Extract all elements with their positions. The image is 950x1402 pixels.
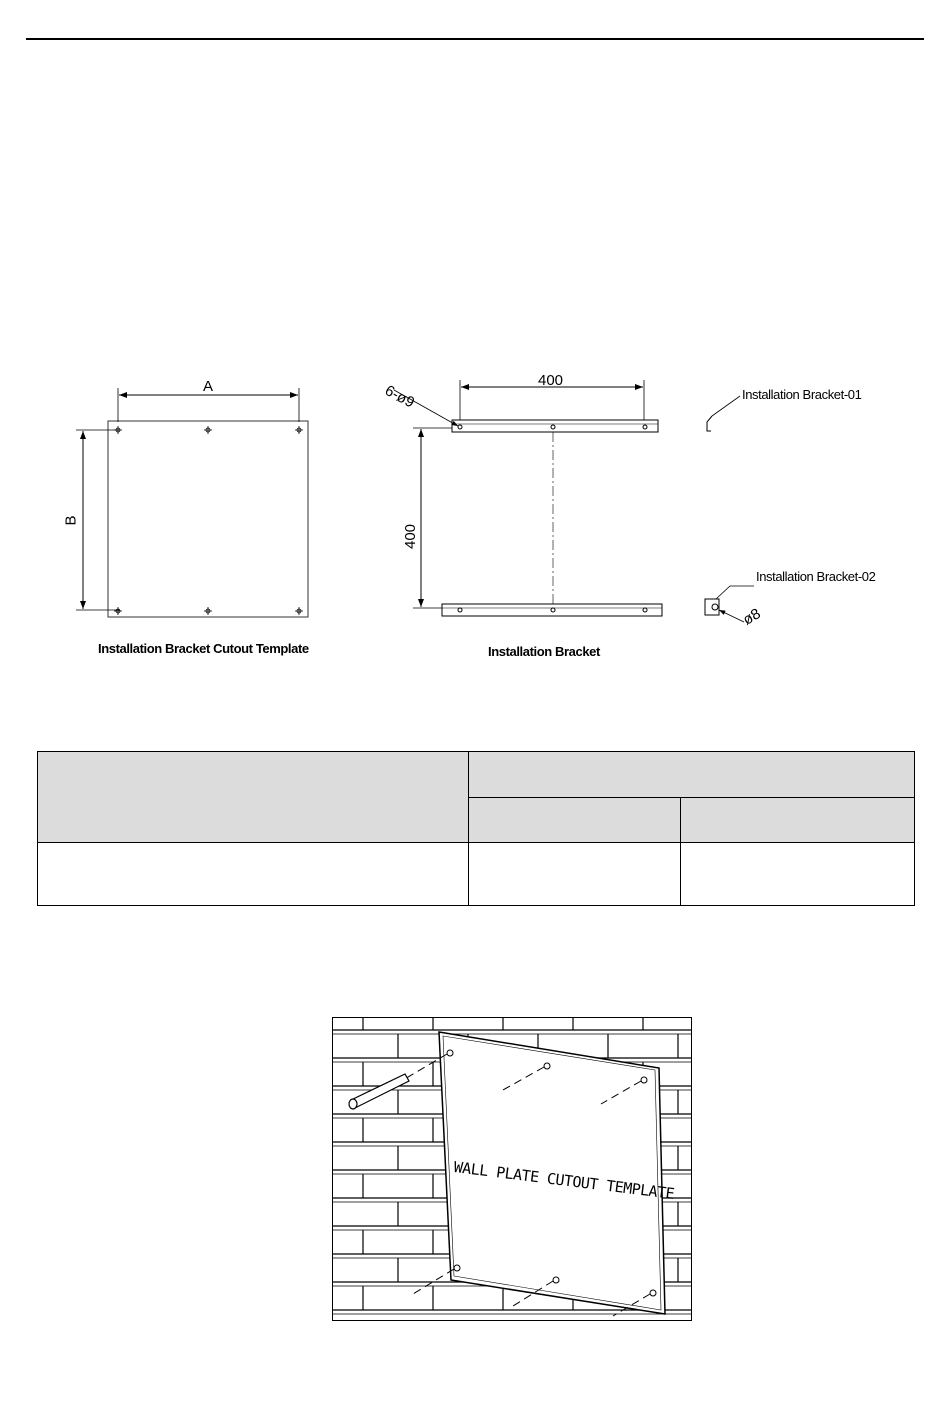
table-subheader-2 bbox=[681, 797, 915, 843]
template-text: WALL PLATE CUTOUT TEMPLATE bbox=[452, 1158, 676, 1203]
bracket-02-label: Installation Bracket-02 bbox=[756, 569, 876, 584]
header-rule bbox=[26, 38, 924, 40]
bracket-drawing bbox=[394, 380, 662, 616]
table-header-left bbox=[38, 752, 469, 843]
bracket-01-label: Installation Bracket-01 bbox=[742, 387, 862, 402]
table-header-group bbox=[469, 752, 915, 798]
bracket-01-detail bbox=[707, 396, 740, 431]
wall-plate-illustration bbox=[332, 1017, 692, 1321]
table-row-value-2 bbox=[681, 843, 915, 906]
hole-spec-label: 6-ø9 bbox=[382, 382, 418, 412]
installation-drawings bbox=[0, 360, 950, 670]
cutout-template-caption: Installation Bracket Cutout Template bbox=[98, 641, 309, 656]
dim-bracket-width: 400 bbox=[538, 372, 564, 389]
bracket-02-hole-label: ø8 bbox=[740, 605, 764, 629]
cutout-template-drawing bbox=[76, 388, 308, 617]
bracket-caption: Installation Bracket bbox=[488, 644, 600, 659]
table-subheader-1 bbox=[469, 797, 681, 843]
dim-a: A bbox=[203, 378, 214, 395]
dim-b: B bbox=[62, 515, 80, 526]
table-row-label bbox=[38, 843, 469, 906]
drawing-lines bbox=[0, 360, 950, 670]
table-row bbox=[38, 843, 915, 906]
spec-table bbox=[37, 751, 915, 906]
table-row-value-1 bbox=[469, 843, 681, 906]
dim-bracket-height: 400 bbox=[402, 523, 420, 550]
